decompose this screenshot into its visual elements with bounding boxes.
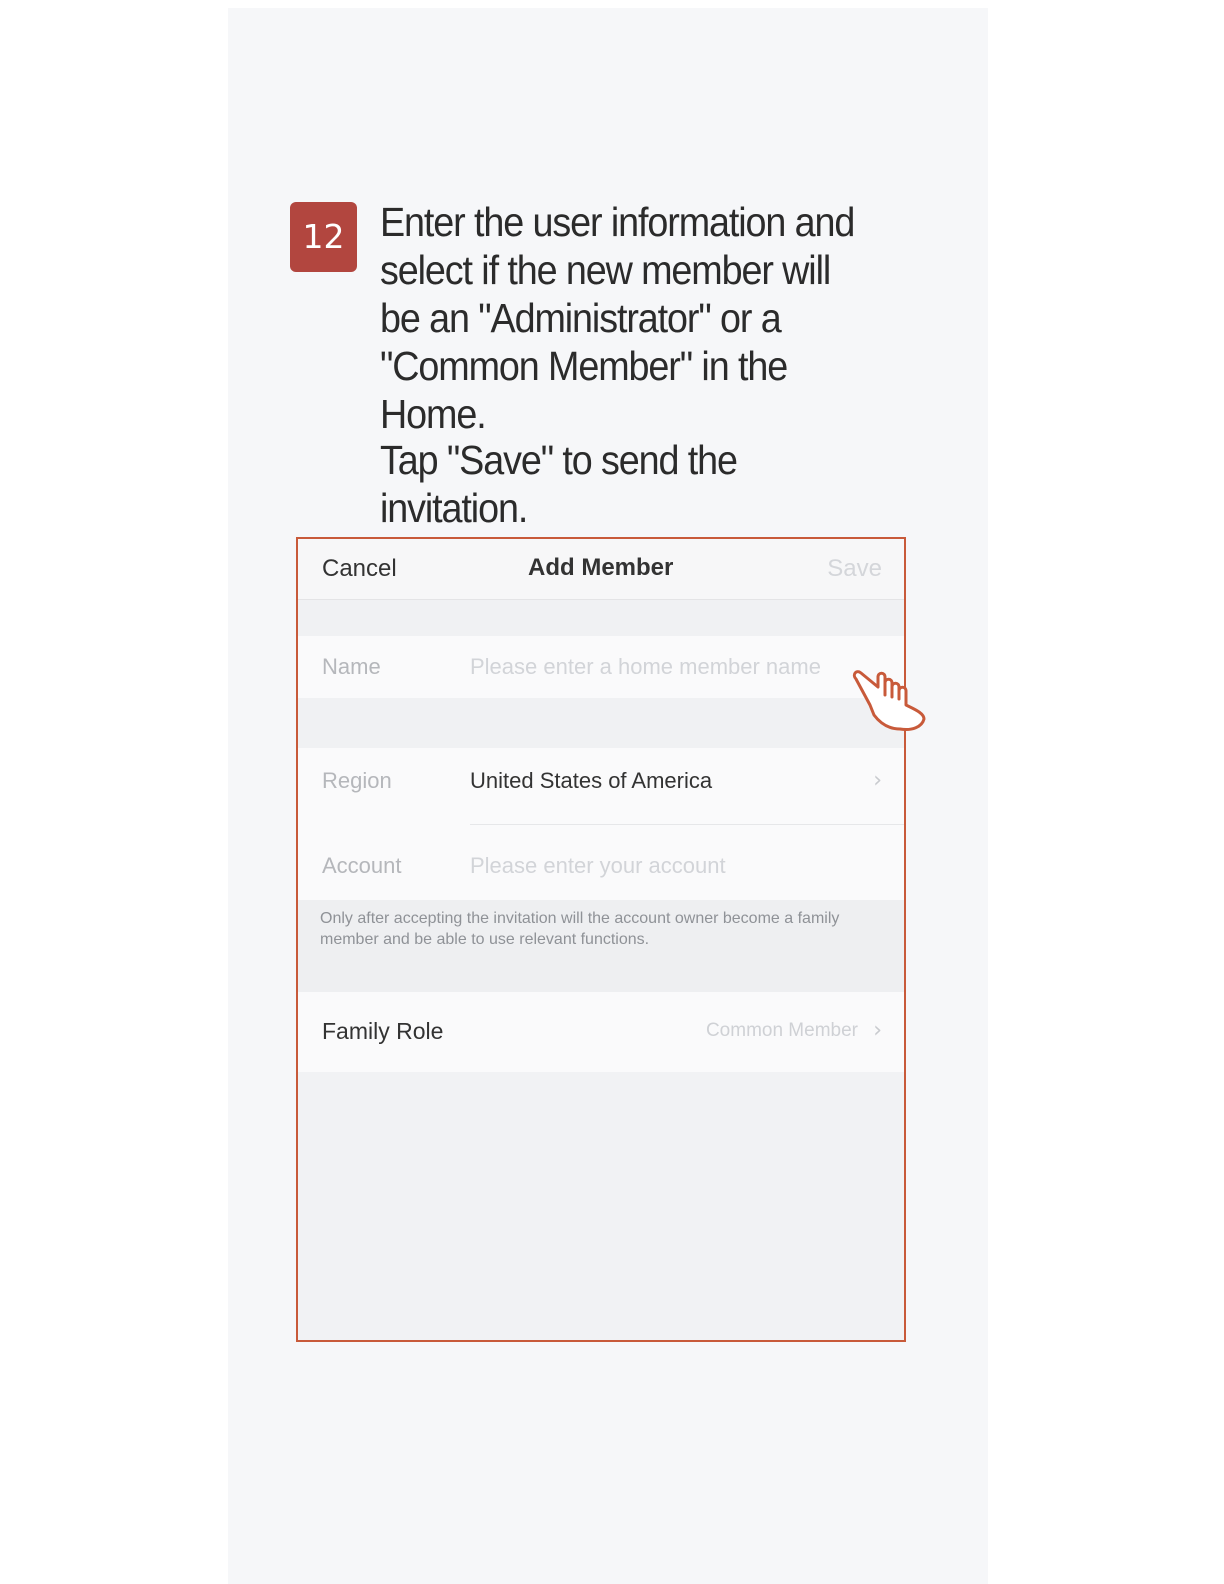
chevron-right-icon: ›: [873, 768, 882, 793]
region-row[interactable]: [298, 748, 904, 824]
notice-text: Only after accepting the invitation will the account owner become a family member and be able to use relevant functions.: [320, 910, 840, 948]
pointing-hand-icon: [848, 665, 930, 735]
step-number-badge: 12: [290, 202, 357, 272]
region-account-group: [298, 748, 904, 900]
family-role-label: Family Role: [322, 1018, 444, 1044]
account-label: Account: [322, 853, 402, 878]
account-row[interactable]: [298, 825, 904, 900]
step-instruction: Enter the user information and select if the new member will be an "Administrator" or a "Common Member" in the Home.: [380, 199, 855, 437]
name-row[interactable]: [298, 636, 904, 698]
nav-bar: [298, 539, 904, 600]
page-title: Add Member: [528, 554, 674, 581]
cancel-button[interactable]: Cancel: [322, 555, 397, 582]
family-role-row[interactable]: [298, 992, 904, 1072]
family-role-value: Common Member: [705, 1020, 858, 1041]
name-input[interactable]: [470, 654, 860, 680]
invitation-notice: [298, 900, 904, 992]
region-label: Region: [322, 768, 392, 793]
step-instruction-save: Tap "Save" to send the invitation.: [380, 437, 737, 531]
empty-area: [298, 1072, 904, 1342]
section-gap: [298, 698, 904, 748]
section-gap: [298, 600, 904, 636]
add-member-screen: [296, 537, 906, 1342]
name-label: Name: [322, 654, 381, 679]
account-input[interactable]: [470, 853, 860, 879]
chevron-right-icon: ›: [873, 1018, 882, 1043]
save-button[interactable]: Save: [827, 555, 882, 582]
region-value: United States of America: [470, 768, 713, 793]
